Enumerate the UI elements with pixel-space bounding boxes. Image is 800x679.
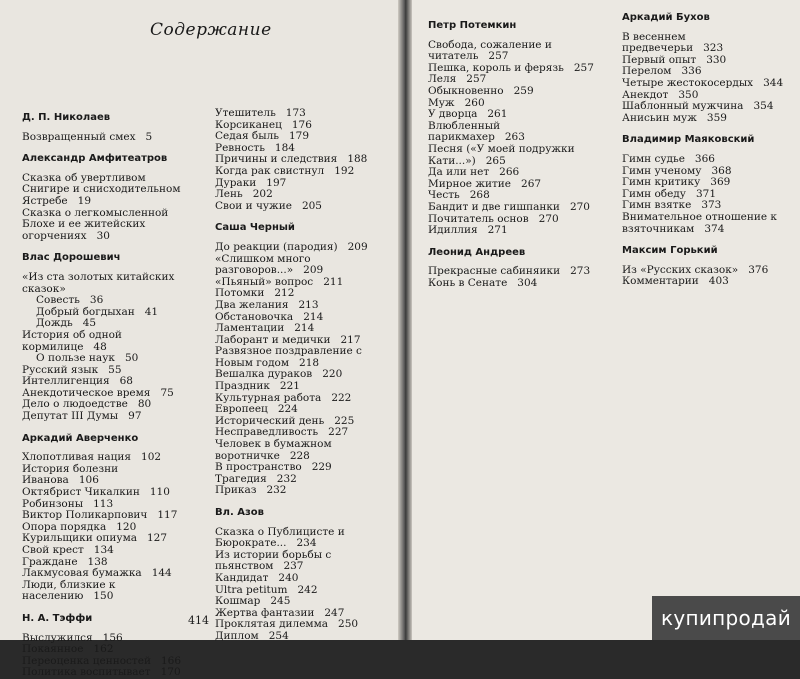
toc-entry [22,667,187,679]
author-heading: Вл. Азов [215,507,264,518]
toc-entry-page: 80 [137,398,152,411]
toc-entry-page: 134 [93,544,114,556]
toc-entry-title: Причины и следствия [215,153,338,166]
toc-entry [215,439,380,462]
toc-entry-title: Интеллигенция [22,375,110,388]
toc-entry-title: Из истории борьбы с пьянством [215,548,335,573]
toc-entry-page: 376 [748,263,769,276]
toc-entry-page: 213 [298,298,319,311]
toc-column-4 [622,12,787,288]
toc-entry-title: Почитатель основ [428,212,529,225]
toc-entry-title: Анекдот [622,88,669,101]
toc-entry [622,212,787,235]
toc-entry-page: 366 [694,152,715,165]
toc-entry-title: Опора порядка [22,520,107,533]
toc-entry-title: Несправедливость [215,426,319,439]
toc-entry-title: Граждане [22,555,78,568]
toc-entry-title: Проклятая дилемма [215,618,329,631]
toc-entry-title: Диплом [215,629,259,642]
toc-entry [22,272,187,295]
toc-entry-page: 55 [108,363,122,376]
toc-entry-title: Мирное житие [428,177,512,190]
toc-entry-title: Муж [428,96,455,109]
toc-entry-page: 209 [347,240,368,253]
toc-entry-page: 30 [96,229,110,242]
toc-entry-page: 176 [291,118,312,131]
toc-entry-title: Пешка, король и ферязь [428,61,564,74]
right-page [412,0,800,640]
toc-entry-title: Шаблонный мужчина [622,100,744,113]
toc-entry-page: 403 [708,275,729,288]
toc-entry-page: 330 [706,53,727,66]
toc-entry-title: Дождь [36,317,73,330]
author-heading: Влас Дорошевич [22,252,121,264]
toc-entry-title: Дураки [215,176,257,189]
toc-entry-page: 229 [311,461,332,474]
toc-entry-page: 5 [145,130,153,143]
toc-entry-page: 371 [695,187,717,200]
toc-entry-page: 166 [160,654,181,667]
toc-entry-page: 48 [93,340,107,353]
toc-entry-title: Анекдотическое время [22,386,151,399]
toc-entry-title: Лакмусовая бумажка [22,567,142,580]
toc-entry [22,173,187,208]
toc-entry-title: Люди, близкие к населению [22,578,119,603]
toc-column-2 [215,108,380,643]
toc-entry [215,201,380,213]
toc-entry-page: 36 [89,294,104,307]
toc-entry-title: Первый опыт [622,53,697,66]
toc-entry-page: 144 [151,567,172,580]
author-heading: Аркадий Аверченко [22,432,139,444]
toc-entry-title: Корсиканец [215,118,282,131]
toc-entry [428,278,598,290]
page-number: 414 [188,614,209,627]
toc-entry-title: Виктор Поликарпович [22,509,148,522]
toc-entry [622,276,787,288]
toc-entry-title: В весеннем предвечерьи [622,30,694,55]
toc-entry-page: 234 [296,537,317,550]
toc-entry-page: 257 [488,50,509,63]
author-heading: Н. А. Тэффи [22,612,93,624]
left-page [0,0,398,679]
page-heading: Содержание [150,20,272,40]
author-heading: Владимир Маяковский [622,134,755,146]
toc-entry [428,40,598,63]
toc-entry [22,464,187,487]
toc-entry-page: 113 [93,497,114,510]
toc-entry-page: 245 [270,595,291,608]
toc-entry-page: 212 [274,287,295,300]
toc-entry-page: 214 [303,310,324,323]
toc-entry-title: Человек в бумажном воротничке [215,438,336,462]
toc-entry-page: 188 [347,153,368,166]
author-heading: Д. П. Николаев [22,112,111,123]
toc-entry-page: 102 [141,451,162,464]
toc-entry-title: Идиллия [428,224,478,237]
toc-entry-title: О пользе наук [36,352,115,365]
toc-entry-title: Внимательное отношение к взяточникам [622,210,781,235]
toc-entry-title: Влюбленный парикмахер [428,119,504,144]
toc-entry-page: 209 [303,264,324,277]
toc-entry-page: 205 [301,199,322,212]
toc-entry-title: История об одной кормилице [22,328,126,353]
toc-entry-page: 254 [268,629,289,642]
toc-entry-title: Хлопотливая нация [22,451,132,464]
toc-entry-title: Трагедия [215,472,267,485]
toc-entry-page: 374 [704,222,725,235]
toc-entry-title: Русский язык [22,363,99,376]
toc-entry-title: Гимн судье [622,152,685,165]
toc-entry-title: Развязное поздравление с Новым годом [215,345,366,369]
toc-entry-page: 214 [294,322,315,335]
toc-entry-page: 224 [277,403,298,416]
author-heading: Максим Горький [622,245,718,257]
toc-entry-title: Возвращенный смех [22,130,136,143]
toc-entry-title: До реакции (пародия) [215,240,338,253]
toc-entry-page: 267 [521,177,542,190]
toc-entry-title: Седая быль [215,130,279,143]
toc-entry-title: Конь в Сенате [428,276,508,289]
toc-entry-page: 211 [323,275,344,288]
toc-entry [215,550,380,573]
toc-entry [215,631,380,643]
toc-entry-page: 271 [487,224,508,237]
toc-entry-title: Анисьин муж [622,111,697,124]
toc-entry-title: Ultra petitum [215,583,288,596]
toc-entry-page: 369 [710,176,731,189]
toc-entry-title: Прекрасные сабиняики [428,265,561,278]
toc-entry-page: 220 [322,368,343,381]
toc-entry-title: Праздник [215,380,270,393]
toc-entry-page: 368 [711,164,732,177]
toc-entry-page: 227 [328,426,349,439]
toc-entry-page: 336 [681,65,702,78]
toc-entry-title: У дворца [428,108,478,121]
toc-entry-page: 173 [285,107,306,119]
toc-entry [215,485,380,497]
toc-entry [428,121,598,144]
toc-entry-page: 257 [466,73,487,86]
toc-entry-page: 273 [570,265,591,278]
toc-entry-page: 237 [283,560,304,573]
toc-entry [22,580,187,603]
toc-entry-page: 202 [252,188,273,201]
toc-entry-title: Лень [215,188,243,201]
toc-entry-page: 240 [278,571,299,584]
toc-entry-title: Утешитель [215,107,276,119]
toc-entry-page: 359 [706,111,727,124]
toc-entry-title: Свобода, сожаление и читатель [428,38,556,63]
toc-entry-page: 265 [485,154,506,167]
toc-entry-title: Жертва фантазии [215,606,315,619]
toc-entry-title: Покаянное [22,643,84,656]
toc-entry-page: 268 [469,189,490,202]
toc-entry [215,527,380,550]
toc-entry-title: «Слишком много разговоров...» [215,252,314,277]
book-spine [398,0,412,640]
toc-entry [22,411,187,423]
toc-entry-page: 127 [147,532,168,545]
toc-entry-page: 50 [124,352,139,365]
toc-entry [22,208,187,243]
toc-entry-title: Добрый богдыхан [36,305,135,318]
toc-entry-title: Из «Русских сказок» [622,263,739,276]
toc-entry-page: 41 [144,305,159,318]
toc-entry-title: Честь [428,189,460,202]
toc-entry-page: 261 [487,108,508,121]
toc-entry-page: 344 [763,76,784,89]
toc-entry-title: Свой крест [22,544,84,556]
toc-entry-title: Кошмар [215,595,261,608]
author-heading: Аркадий Бухов [622,12,710,23]
toc-entry-title: Потомки [215,287,265,300]
author-heading: Александр Амфитеатров [22,153,168,165]
toc-entry-title: Робинзоны [22,497,84,510]
toc-entry-title: Культурная работа [215,391,322,404]
toc-entry-page: 179 [289,130,310,143]
toc-entry-title: Ламентации [215,322,285,335]
toc-entry-title: Октябрист Чикалкин [22,486,140,499]
toc-entry-page: 162 [93,643,114,656]
toc-entry-title: Курильщики опиума [22,532,137,545]
toc-entry-page: 373 [701,199,722,212]
toc-entry [622,32,787,55]
toc-entry [22,132,187,144]
toc-entry-title: Обстановочка [215,310,294,323]
toc-entry-page: 228 [289,449,310,462]
toc-entry-title: В пространство [215,461,302,474]
toc-entry-page: 247 [324,606,345,619]
toc-entry-page: 242 [297,583,318,596]
toc-entry-page: 138 [87,555,108,568]
toc-entry-title: Комментарии [622,275,699,288]
toc-entry-page: 170 [160,666,181,679]
toc-entry-page: 75 [160,386,174,399]
toc-entry-title: Сказка об увертливом Снигире и снисходительном Ястребе [22,171,184,207]
toc-entry-title: Переоценка ценностей [22,654,151,667]
toc-entry-title: Бандит и две гишпанки [428,200,560,213]
toc-entry-page: 263 [504,131,525,144]
toc-entry-title: Гимн взятке [622,199,692,212]
toc-entry-page: 117 [157,509,178,522]
toc-entry-page: 354 [753,100,774,113]
toc-entry [428,144,598,167]
toc-entry-title: Гимн обеду [622,187,686,200]
toc-entry-title: Дело о людоедстве [22,398,128,411]
toc-entry-page: 270 [569,200,590,213]
toc-entry-title: Политика воспитывает [22,666,151,679]
toc-entry-page: 304 [517,276,538,289]
toc-entry-title: Сказка о легкомысленной Блохе и ее житейских огорчениях [22,206,172,242]
toc-entry-title: Совесть [36,294,80,307]
toc-entry-page: 270 [538,212,559,225]
toc-entry-title: Когда рак свистнул [215,164,325,177]
toc-entry-title: Песня («У моей подружки Кати...») [428,142,578,167]
toc-entry-title: «Из ста золотых китайских сказок» [22,270,178,295]
toc-entry-page: 97 [128,410,142,423]
toc-entry-title: История болезни Иванова [22,462,122,487]
toc-entry-title: Приказ [215,484,257,497]
toc-entry-title: Сказка о Публицисте и Бюрократе... [215,525,349,550]
toc-entry-page: 323 [703,42,724,55]
toc-entry-page: 257 [573,61,594,74]
toc-entry-title: Европеец [215,403,268,416]
toc-entry-page: 266 [499,166,520,179]
toc-entry-page: 19 [77,194,92,207]
author-heading: Петр Потемкин [428,20,517,31]
toc-entry-title: Два желания [215,298,289,311]
toc-entry-page: 197 [266,176,287,189]
toc-entry-page: 120 [116,520,137,533]
toc-entry-title: «Пьяный» вопрос [215,275,314,288]
toc-entry-page: 232 [276,472,297,485]
toc-entry-title: Перелом [622,65,672,78]
toc-entry-title: Да или нет [428,166,490,179]
toc-entry-title: Лаборант и медички [215,333,331,346]
toc-column-1 [22,112,187,679]
toc-entry-title: Выслужился [22,631,93,644]
author-heading: Леонид Андреев [428,246,526,258]
toc-entry-title: Свои и чужие [215,199,292,212]
toc-entry-title: Гимн критику [622,176,701,189]
toc-entry-title: Гимн ученому [622,164,702,177]
toc-entry [215,346,380,369]
toc-entry-page: 106 [78,474,99,487]
toc-entry-page: 259 [513,84,534,97]
toc-entry-title: Исторический день [215,414,325,427]
toc-entry-page: 45 [82,317,97,330]
toc-entry [428,225,598,237]
toc-entry [622,113,787,125]
toc-entry-page: 250 [338,618,359,631]
toc-entry-page: 156 [102,631,123,644]
toc-entry [215,254,380,277]
author-heading: Саша Черный [215,222,295,234]
toc-entry-title: Кандидат [215,571,269,584]
toc-entry-page: 221 [279,380,300,393]
toc-entry-title: Леля [428,73,457,86]
toc-entry-title: Обыкновенно [428,84,504,97]
toc-entry-page: 192 [334,164,355,177]
toc-entry-page: 184 [274,141,295,154]
toc-entry-page: 110 [149,486,170,499]
toc-entry-title: Ревность [215,141,265,154]
toc-entry-page: 260 [464,96,485,109]
toc-entry-page: 150 [93,590,114,603]
toc-entry-page: 217 [340,333,361,346]
toc-entry-title: Вешалка дураков [215,368,313,381]
toc-entry-page: 218 [299,356,320,369]
toc-entry-page: 232 [266,484,287,497]
toc-entry-title: Четыре жестокосердых [622,76,754,89]
toc-entry [22,330,187,353]
watermark-logo: купипродай [652,596,800,640]
toc-entry-page: 68 [119,375,133,388]
toc-entry-page: 350 [678,88,699,101]
toc-column-3 [428,20,598,289]
toc-entry-title: Депутат III Думы [22,410,119,423]
toc-entry-page: 225 [334,414,355,427]
toc-entry-page: 222 [331,391,352,404]
